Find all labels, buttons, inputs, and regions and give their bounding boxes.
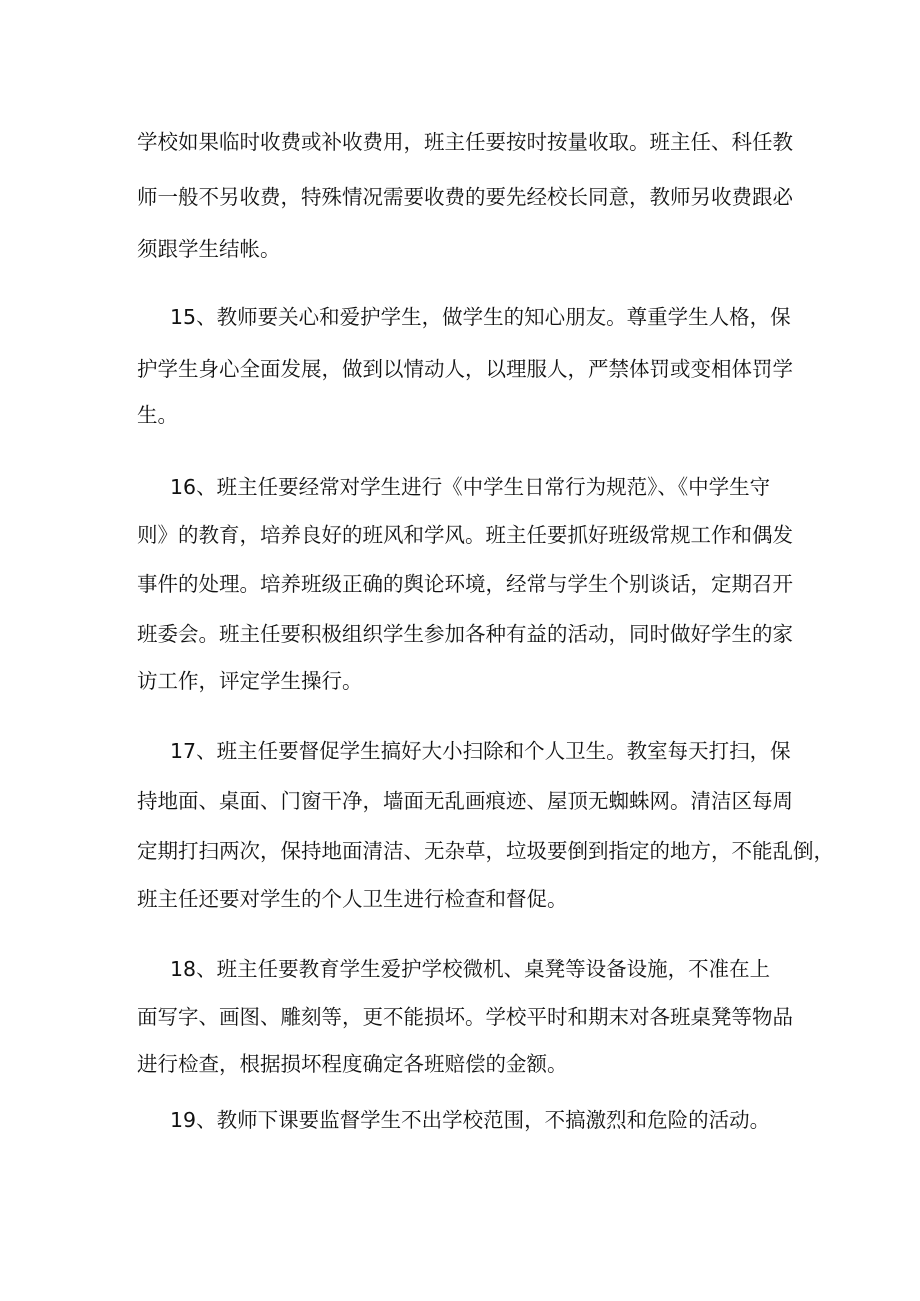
paragraph-line: 事件的处理。培养班级正确的舆论环境，经常与学生个别谈话，定期召开 (137, 572, 793, 596)
paragraph-line: 学校如果临时收费或补收费用，班主任要按时按量收取。班主任、科任教 (137, 130, 793, 154)
paragraph-line: 访工作，评定学生操行。 (137, 669, 363, 693)
paragraph-line: 班主任还要对学生的个人卫生进行检查和督促。 (137, 887, 568, 911)
paragraph-line: 17、班主任要督促学生搞好大小扫除和个人卫生。教室每天打扫，保 (170, 739, 791, 763)
paragraph-line: 须跟学生结帐。 (137, 237, 281, 261)
paragraph-line: 18、班主任要教育学生爱护学校微机、桌凳等设备设施，不准在上 (170, 957, 771, 981)
paragraph-line: 定期打扫两次，保持地面清洁、无杂草，垃圾要倒到指定的地方，不能乱倒， (137, 839, 834, 863)
paragraph-line: 班委会。班主任要积极组织学生参加各种有益的活动，同时做好学生的家 (137, 622, 793, 646)
paragraph-line: 进行检查，根据损坏程度确定各班赔偿的金额。 (137, 1052, 568, 1076)
paragraph-line: 生。 (137, 403, 178, 427)
paragraph-line: 16、班主任要经常对学生进行《中学生日常行为规范》、《中学生守 (170, 475, 771, 499)
paragraph-line: 护学生身心全面发展，做到以情动人，以理服人，严禁体罚或变相体罚学 (137, 357, 793, 381)
paragraph-line: 师一般不另收费，特殊情况需要收费的要先经校长同意，教师另收费跟必 (137, 185, 793, 209)
paragraph-line: 面写字、画图、雕刻等，更不能损坏。学校平时和期末对各班桌凳等物品 (137, 1005, 793, 1029)
paragraph-line: 19、教师下课要监督学生不出学校范围，不搞激烈和危险的活动。 (170, 1108, 771, 1132)
paragraph-line: 持地面、桌面、门窗干净，墙面无乱画痕迹、屋顶无蜘蛛网。清洁区每周 (137, 789, 793, 813)
paragraph-line: 则》的教育，培养良好的班风和学风。班主任要抓好班级常规工作和偶发 (137, 523, 793, 547)
paragraph-line: 15、教师要关心和爱护学生，做学生的知心朋友。尊重学生人格，保 (170, 305, 791, 329)
